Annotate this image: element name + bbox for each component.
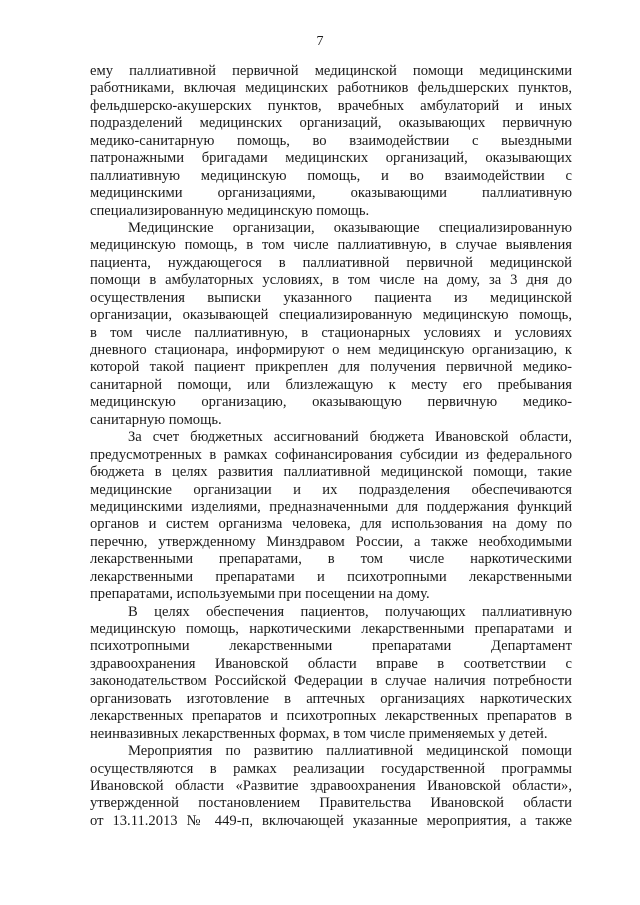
text-line: неинвазивных лекарственных формах, в том числе применяемых у детей. [90,725,548,742]
text-line: паллиативную медицинскую помощь, и во взаимодействии с [90,167,572,184]
text-line: лекарственными препаратами и психотропными лекарственными [90,568,572,585]
text-line: патронажными бригадами медицинских организаций, оказывающих [90,150,572,167]
text-line: ему паллиативной первичной медицинской помощи медицинскими [90,63,572,79]
text-line: здравоохранения Ивановской области вправе в соответствии с [90,655,572,672]
paragraph [90,604,572,744]
paragraph [90,63,572,220]
text-line: осуществляются в рамках реализации государственной программы [90,760,572,777]
text-line: дневного стационара, информируют о нем медицинскую организацию, к [90,342,572,358]
paragraph [90,220,572,429]
text-line: лекарственными препаратами, в том числе наркотическими [90,551,572,568]
paragraph [90,429,572,603]
text-line: предусмотренных в рамках софинансирования субсидии из федерального [90,446,572,463]
text-line: Ивановской области «Развитие здравоохранения Ивановской области», [90,777,572,794]
text-line: санитарную помощь. [90,411,222,428]
page-number: 7 [316,34,324,49]
text-line: организации, оказывающей специализированную медицинскую помощь, [90,307,572,324]
document-body [90,63,572,830]
text-line: в том числе паллиативную, в стационарных условиях и условиях [90,324,572,341]
text-line: медико-санитарную помощь, во взаимодействии с выездными [90,132,572,149]
paragraph [90,743,572,830]
text-line: от 13.11.2013 № 449-п, включающей указанные мероприятия, а также [90,812,572,829]
text-line: За счет бюджетных ассигнований бюджета Ивановской области, [128,429,572,446]
text-line: Мероприятия по развитию паллиативной медицинской помощи [128,743,572,760]
text-line: органов и систем организма человека, для использования на дому по [90,516,572,533]
text-line: медицинскими изделиями, предназначенными для поддержания функций [90,498,572,515]
text-line: медицинскими организациями, оказывающими паллиативную [90,185,572,202]
text-line: В целях обеспечения пациентов, получающих паллиативную [128,603,572,620]
text-line: законодательством Российской Федерации в случае наличия потребности [90,673,572,690]
text-line: бюджета в целях развития паллиативной медицинской помощи, такие [90,464,572,481]
text-line: специализированную медицинскую помощь. [90,202,370,219]
text-line: работниками, включая медицинских работников фельдшерских пунктов, [90,80,572,97]
text-line: подразделений медицинских организаций, оказывающих первичную [90,115,572,132]
text-line: препаратами, используемыми при посещении на дому. [90,586,430,603]
text-line: Медицинские организации, оказывающие специализированную [128,219,572,236]
text-line: медицинскую помощь, наркотическими лекарственными препаратами и [90,621,572,637]
text-line: организовать изготовление в аптечных организациях наркотических [90,690,572,707]
text-line: перечню, утвержденному Минздравом России, а также необходимыми [90,533,572,550]
text-line: помощи в амбулаторных условиях, в том числе на дому, за 3 дня до [90,272,572,289]
text-line: которой такой пациент прикреплен для получения первичной медико- [90,359,572,376]
text-line: санитарной помощи, или близлежащую к месту его пребывания [90,376,572,393]
text-line: утвержденной постановлением Правительства Ивановской области [90,795,572,812]
text-line: фельдшерско-акушерских пунктов, врачебных амбулаторий и иных [90,97,572,114]
text-line: медицинскую помощь, в том числе паллиативную, в случае выявления [90,237,572,254]
text-line: медицинскую организацию, оказывающую первичную медико- [90,394,572,411]
text-line: осуществления выписки указанного пациента из медицинской [90,289,572,306]
text-line: лекарственных препаратов и психотропных лекарственных препаратов в [90,708,572,725]
text-line: психотропными лекарственными препаратами Департамент [90,638,572,655]
text-line: медицинские организации и их подразделения обеспечиваются [90,481,572,498]
text-line: пациента, нуждающегося в паллиативной первичной медицинской [90,254,572,271]
